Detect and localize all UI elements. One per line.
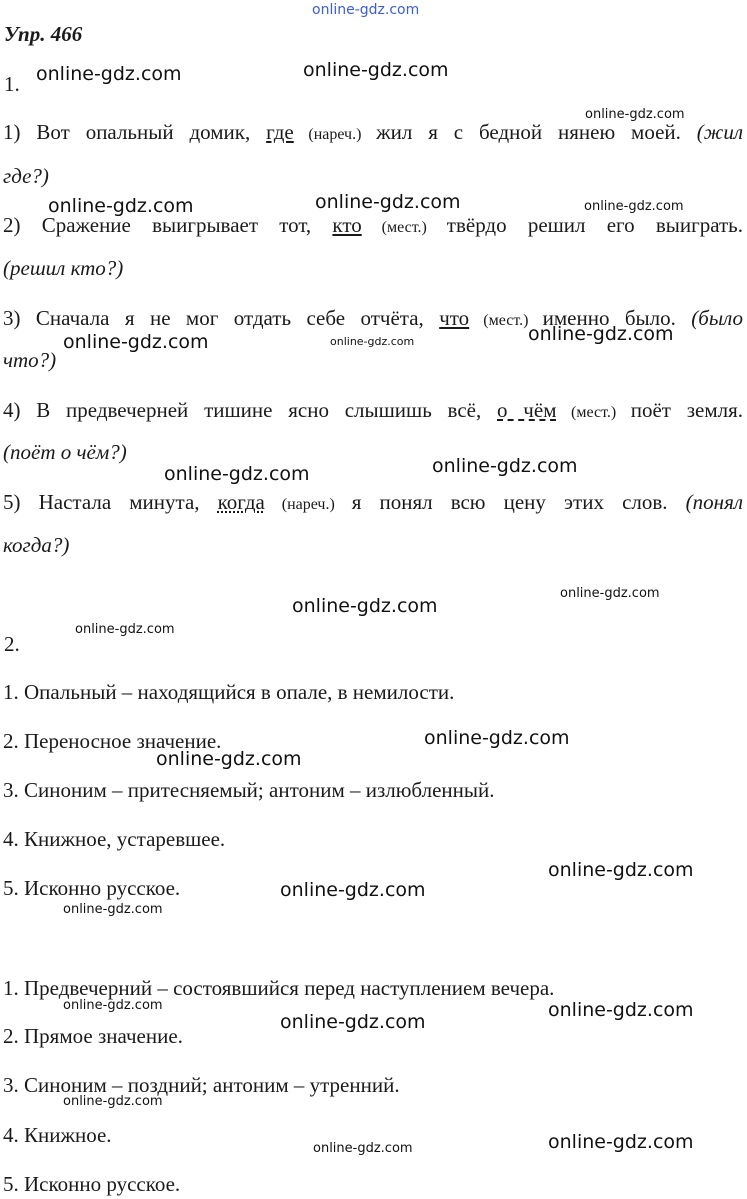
watermark: online-gdz.com bbox=[63, 998, 163, 1013]
sentence-text: именно было. bbox=[542, 306, 692, 330]
watermark: online-gdz.com bbox=[156, 748, 302, 770]
watermark: online-gdz.com bbox=[75, 622, 175, 637]
watermark: online-gdz.com bbox=[63, 1094, 163, 1109]
sentence-4 bbox=[3, 398, 743, 423]
question-continuation: где?) bbox=[3, 164, 49, 188]
part-of-speech: (нареч.) bbox=[293, 126, 377, 143]
sentence-text: поёт земля. bbox=[630, 398, 744, 422]
watermark: online-gdz.com bbox=[280, 1011, 426, 1033]
sentence-text: 2) Сражение выигрывает тот, bbox=[3, 213, 333, 237]
list-item: 2. Переносное значение. bbox=[3, 729, 222, 753]
question: (поёт о чём?) bbox=[3, 440, 127, 464]
conjunctive-word: где bbox=[266, 120, 294, 144]
question: (жил bbox=[696, 120, 743, 144]
watermark: online-gdz.com bbox=[292, 595, 438, 617]
sentence-5 bbox=[3, 490, 743, 515]
sentence-text: жил я с бедной нянею моей. bbox=[376, 120, 697, 144]
watermark: online-gdz.com bbox=[48, 195, 194, 217]
watermark: online-gdz.com bbox=[280, 879, 426, 901]
list-item: 5. Исконно русское. bbox=[3, 876, 181, 900]
conjunctive-word: что bbox=[439, 306, 470, 330]
watermark: online-gdz.com bbox=[585, 107, 685, 122]
sentence-1 bbox=[3, 120, 743, 145]
watermark: online-gdz.com bbox=[548, 999, 694, 1021]
list-item: 1. Предвечерний – состоявшийся перед наступлением вечера. bbox=[3, 976, 555, 1000]
sentence-text: 4) В предвечерней тишине ясно слышишь всё, bbox=[3, 398, 498, 422]
section-number: 1. bbox=[4, 72, 20, 96]
list-item: 1. Опальный – находящийся в опале, в немилости. bbox=[3, 680, 455, 704]
exercise-title: Упр. 466 bbox=[4, 22, 83, 46]
part-of-speech: (мест.) bbox=[361, 219, 447, 236]
list-item: 4. Книжное, устаревшее. bbox=[3, 827, 226, 851]
sentence-text: 3) Сначала я не мог отдать себе отчёта, bbox=[3, 306, 440, 330]
watermark: online-gdz.com bbox=[312, 2, 420, 18]
part-of-speech: (нареч.) bbox=[264, 496, 352, 513]
list-item: 3. Синоним – поздний; антоним – утренний. bbox=[3, 1073, 400, 1097]
watermark: online-gdz.com bbox=[36, 63, 182, 85]
conjunctive-word: кто bbox=[332, 213, 362, 237]
question-continuation: когда?) bbox=[3, 533, 70, 557]
watermark: online-gdz.com bbox=[313, 1141, 413, 1156]
sentence-text: твёрдо решил его выиграть. bbox=[446, 213, 743, 237]
question: (было bbox=[691, 306, 743, 330]
watermark: online-gdz.com bbox=[164, 463, 310, 485]
watermark: online-gdz.com bbox=[584, 199, 684, 214]
part-of-speech: (мест.) bbox=[469, 312, 543, 329]
watermark: online-gdz.com bbox=[432, 455, 578, 477]
watermark: online-gdz.com bbox=[548, 1131, 694, 1153]
watermark: online-gdz.com bbox=[424, 727, 570, 749]
question-continuation: что?) bbox=[3, 348, 57, 372]
watermark: online-gdz.com bbox=[63, 902, 163, 917]
question: (понял bbox=[685, 490, 743, 514]
watermark: online-gdz.com bbox=[315, 191, 461, 213]
part-of-speech: (мест.) bbox=[556, 404, 631, 421]
question: (решил кто?) bbox=[3, 256, 124, 280]
watermark: online-gdz.com bbox=[560, 586, 660, 601]
conjunctive-word: о чём bbox=[497, 398, 557, 422]
watermark: online-gdz.com bbox=[528, 323, 674, 345]
sentence-text: 5) Настала минута, bbox=[3, 490, 218, 514]
conjunctive-word: когда bbox=[217, 490, 265, 514]
list-item: 2. Прямое значение. bbox=[3, 1024, 183, 1048]
sentence-text: 1) Вот опальный домик, bbox=[3, 120, 267, 144]
list-item: 3. Синоним – притесняемый; антоним – излюбленный. bbox=[3, 778, 495, 802]
sentence-text: я понял всю цену этих слов. bbox=[351, 490, 686, 514]
watermark: online-gdz.com bbox=[330, 335, 415, 348]
watermark: online-gdz.com bbox=[303, 59, 449, 81]
watermark: online-gdz.com bbox=[548, 859, 694, 881]
section-number: 2. bbox=[4, 632, 20, 656]
list-item: 5. Исконно русское. bbox=[3, 1172, 181, 1196]
list-item: 4. Книжное. bbox=[3, 1123, 112, 1147]
watermark: online-gdz.com bbox=[63, 331, 209, 353]
